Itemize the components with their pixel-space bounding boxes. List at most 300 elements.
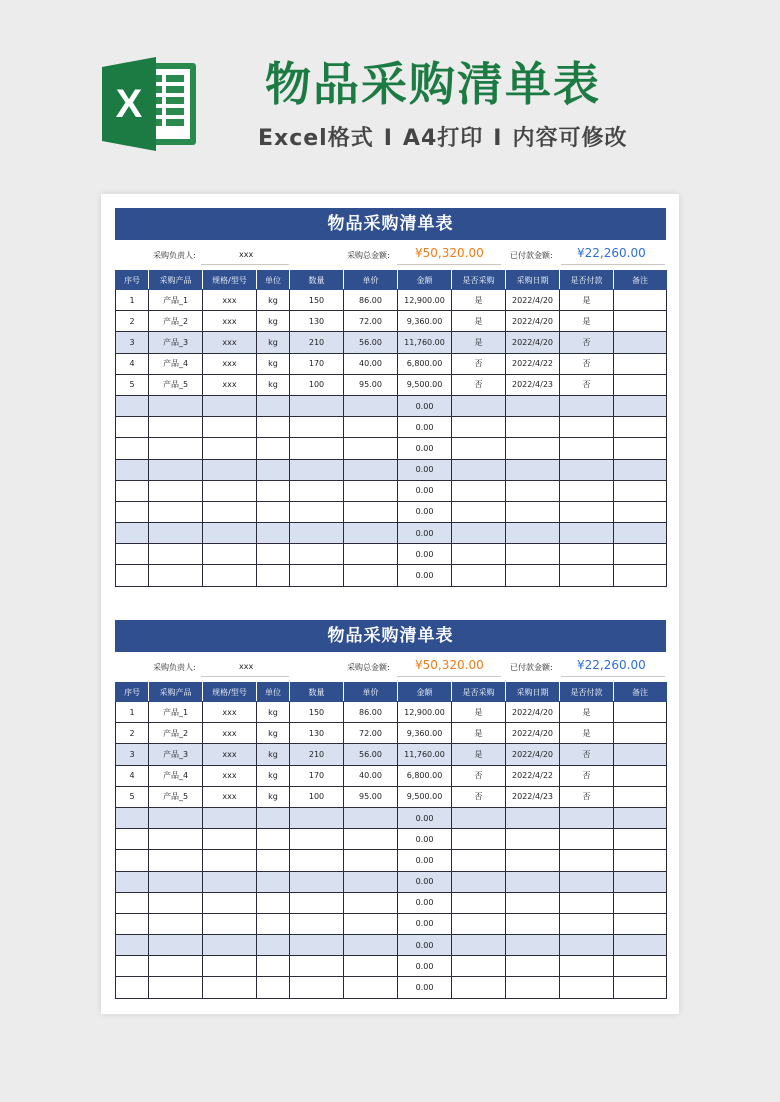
cell-index[interactable] bbox=[116, 935, 149, 956]
cell-product[interactable]: 产品_5 bbox=[149, 374, 203, 395]
cell-product[interactable] bbox=[149, 523, 203, 544]
cell-purchase-date[interactable]: 2022/4/20 bbox=[506, 311, 560, 332]
cell-purchased[interactable] bbox=[452, 807, 506, 828]
cell-purchased[interactable]: 是 bbox=[452, 290, 506, 311]
cell-unit-price[interactable]: 72.00 bbox=[344, 723, 398, 744]
cell-purchased[interactable] bbox=[452, 417, 506, 438]
cell-purchased[interactable] bbox=[452, 395, 506, 416]
cell-unit-price[interactable] bbox=[344, 395, 398, 416]
cell-remark[interactable] bbox=[614, 956, 667, 977]
cell-quantity[interactable] bbox=[290, 459, 344, 480]
cell-spec[interactable] bbox=[203, 417, 257, 438]
cell-product[interactable]: 产品_5 bbox=[149, 786, 203, 807]
cell-spec[interactable] bbox=[203, 935, 257, 956]
cell-quantity[interactable]: 170 bbox=[290, 353, 344, 374]
cell-paid[interactable]: 否 bbox=[560, 374, 614, 395]
cell-paid[interactable]: 是 bbox=[560, 723, 614, 744]
cell-spec[interactable] bbox=[203, 459, 257, 480]
cell-paid[interactable]: 否 bbox=[560, 744, 614, 765]
cell-unit[interactable]: kg bbox=[257, 290, 290, 311]
cell-amount[interactable]: 9,500.00 bbox=[398, 786, 452, 807]
cell-unit-price[interactable]: 95.00 bbox=[344, 786, 398, 807]
cell-quantity[interactable]: 210 bbox=[290, 744, 344, 765]
cell-spec[interactable] bbox=[203, 850, 257, 871]
cell-amount[interactable]: 0.00 bbox=[398, 438, 452, 459]
cell-unit[interactable] bbox=[257, 459, 290, 480]
cell-product[interactable] bbox=[149, 807, 203, 828]
cell-quantity[interactable] bbox=[290, 850, 344, 871]
cell-quantity[interactable] bbox=[290, 935, 344, 956]
cell-index[interactable] bbox=[116, 892, 149, 913]
cell-product[interactable] bbox=[149, 956, 203, 977]
cell-product[interactable] bbox=[149, 829, 203, 850]
cell-index[interactable] bbox=[116, 829, 149, 850]
column-header-spec[interactable]: 规格/型号 bbox=[203, 683, 257, 702]
cell-spec[interactable] bbox=[203, 807, 257, 828]
cell-remark[interactable] bbox=[614, 353, 667, 374]
cell-spec[interactable] bbox=[203, 395, 257, 416]
column-header-remark[interactable]: 备注 bbox=[614, 683, 667, 702]
cell-purchase-date[interactable] bbox=[506, 977, 560, 998]
cell-amount[interactable]: 0.00 bbox=[398, 913, 452, 934]
column-header-amount[interactable]: 金额 bbox=[398, 271, 452, 290]
cell-spec[interactable] bbox=[203, 501, 257, 522]
cell-quantity[interactable]: 150 bbox=[290, 290, 344, 311]
cell-remark[interactable] bbox=[614, 332, 667, 353]
cell-index[interactable]: 2 bbox=[116, 723, 149, 744]
cell-product[interactable] bbox=[149, 892, 203, 913]
cell-quantity[interactable]: 150 bbox=[290, 702, 344, 723]
cell-purchased[interactable]: 否 bbox=[452, 353, 506, 374]
cell-quantity[interactable] bbox=[290, 395, 344, 416]
total-value[interactable]: ¥50,320.00 bbox=[415, 658, 484, 672]
cell-purchased[interactable]: 否 bbox=[452, 786, 506, 807]
cell-unit[interactable]: kg bbox=[257, 353, 290, 374]
cell-purchase-date[interactable]: 2022/4/20 bbox=[506, 332, 560, 353]
cell-unit-price[interactable]: 95.00 bbox=[344, 374, 398, 395]
cell-remark[interactable] bbox=[614, 374, 667, 395]
cell-unit[interactable]: kg bbox=[257, 332, 290, 353]
cell-spec[interactable] bbox=[203, 956, 257, 977]
cell-purchase-date[interactable] bbox=[506, 913, 560, 934]
cell-unit-price[interactable] bbox=[344, 807, 398, 828]
cell-unit[interactable]: kg bbox=[257, 723, 290, 744]
cell-unit-price[interactable] bbox=[344, 544, 398, 565]
cell-index[interactable]: 5 bbox=[116, 786, 149, 807]
cell-amount[interactable]: 0.00 bbox=[398, 417, 452, 438]
cell-product[interactable] bbox=[149, 438, 203, 459]
cell-remark[interactable] bbox=[614, 544, 667, 565]
cell-index[interactable]: 2 bbox=[116, 311, 149, 332]
cell-paid[interactable] bbox=[560, 807, 614, 828]
cell-remark[interactable] bbox=[614, 290, 667, 311]
cell-unit[interactable] bbox=[257, 977, 290, 998]
cell-purchased[interactable]: 是 bbox=[452, 702, 506, 723]
cell-unit-price[interactable] bbox=[344, 913, 398, 934]
cell-paid[interactable]: 否 bbox=[560, 765, 614, 786]
owner-value[interactable]: xxx bbox=[239, 662, 254, 671]
cell-product[interactable] bbox=[149, 417, 203, 438]
cell-unit-price[interactable]: 86.00 bbox=[344, 702, 398, 723]
cell-purchased[interactable] bbox=[452, 523, 506, 544]
cell-quantity[interactable] bbox=[290, 892, 344, 913]
cell-unit-price[interactable]: 40.00 bbox=[344, 765, 398, 786]
cell-spec[interactable]: xxx bbox=[203, 723, 257, 744]
cell-index[interactable] bbox=[116, 523, 149, 544]
cell-spec[interactable]: xxx bbox=[203, 332, 257, 353]
cell-amount[interactable]: 0.00 bbox=[398, 935, 452, 956]
cell-purchase-date[interactable] bbox=[506, 807, 560, 828]
cell-amount[interactable]: 0.00 bbox=[398, 956, 452, 977]
cell-unit-price[interactable]: 56.00 bbox=[344, 744, 398, 765]
cell-unit[interactable]: kg bbox=[257, 311, 290, 332]
cell-remark[interactable] bbox=[614, 723, 667, 744]
cell-paid[interactable] bbox=[560, 829, 614, 850]
cell-spec[interactable] bbox=[203, 480, 257, 501]
cell-purchase-date[interactable] bbox=[506, 417, 560, 438]
cell-product[interactable]: 产品_1 bbox=[149, 702, 203, 723]
cell-unit[interactable] bbox=[257, 850, 290, 871]
cell-remark[interactable] bbox=[614, 913, 667, 934]
cell-unit-price[interactable] bbox=[344, 565, 398, 586]
cell-purchased[interactable] bbox=[452, 892, 506, 913]
cell-unit[interactable] bbox=[257, 871, 290, 892]
cell-purchase-date[interactable]: 2022/4/20 bbox=[506, 744, 560, 765]
cell-index[interactable]: 3 bbox=[116, 744, 149, 765]
cell-unit-price[interactable]: 40.00 bbox=[344, 353, 398, 374]
cell-remark[interactable] bbox=[614, 829, 667, 850]
cell-amount[interactable]: 12,900.00 bbox=[398, 290, 452, 311]
cell-unit-price[interactable] bbox=[344, 501, 398, 522]
cell-unit[interactable] bbox=[257, 544, 290, 565]
cell-purchased[interactable] bbox=[452, 977, 506, 998]
cell-amount[interactable]: 0.00 bbox=[398, 871, 452, 892]
cell-paid[interactable] bbox=[560, 935, 614, 956]
column-header-amount[interactable]: 金额 bbox=[398, 683, 452, 702]
cell-unit[interactable] bbox=[257, 523, 290, 544]
cell-amount[interactable]: 0.00 bbox=[398, 565, 452, 586]
cell-paid[interactable] bbox=[560, 480, 614, 501]
cell-spec[interactable]: xxx bbox=[203, 353, 257, 374]
cell-product[interactable] bbox=[149, 544, 203, 565]
cell-unit-price[interactable] bbox=[344, 892, 398, 913]
cell-unit[interactable] bbox=[257, 892, 290, 913]
cell-quantity[interactable]: 170 bbox=[290, 765, 344, 786]
cell-index[interactable] bbox=[116, 480, 149, 501]
cell-quantity[interactable] bbox=[290, 565, 344, 586]
cell-remark[interactable] bbox=[614, 892, 667, 913]
cell-amount[interactable]: 0.00 bbox=[398, 480, 452, 501]
cell-product[interactable] bbox=[149, 480, 203, 501]
cell-spec[interactable]: xxx bbox=[203, 786, 257, 807]
cell-unit-price[interactable] bbox=[344, 956, 398, 977]
cell-spec[interactable] bbox=[203, 523, 257, 544]
column-header-quantity[interactable]: 数量 bbox=[290, 271, 344, 290]
cell-product[interactable]: 产品_2 bbox=[149, 311, 203, 332]
cell-purchase-date[interactable] bbox=[506, 544, 560, 565]
cell-spec[interactable] bbox=[203, 913, 257, 934]
cell-index[interactable]: 3 bbox=[116, 332, 149, 353]
column-header-unit[interactable]: 单位 bbox=[257, 683, 290, 702]
cell-purchase-date[interactable] bbox=[506, 523, 560, 544]
cell-quantity[interactable] bbox=[290, 807, 344, 828]
column-header-spec[interactable]: 规格/型号 bbox=[203, 271, 257, 290]
cell-index[interactable]: 4 bbox=[116, 765, 149, 786]
cell-purchase-date[interactable] bbox=[506, 565, 560, 586]
cell-quantity[interactable] bbox=[290, 501, 344, 522]
cell-remark[interactable] bbox=[614, 702, 667, 723]
cell-product[interactable] bbox=[149, 459, 203, 480]
cell-unit[interactable] bbox=[257, 565, 290, 586]
cell-quantity[interactable] bbox=[290, 544, 344, 565]
cell-paid[interactable]: 是 bbox=[560, 311, 614, 332]
cell-purchased[interactable]: 是 bbox=[452, 332, 506, 353]
cell-purchased[interactable] bbox=[452, 565, 506, 586]
cell-index[interactable] bbox=[116, 565, 149, 586]
cell-purchase-date[interactable] bbox=[506, 459, 560, 480]
cell-purchased[interactable] bbox=[452, 913, 506, 934]
cell-remark[interactable] bbox=[614, 395, 667, 416]
cell-spec[interactable] bbox=[203, 977, 257, 998]
cell-purchased[interactable]: 是 bbox=[452, 744, 506, 765]
cell-product[interactable] bbox=[149, 501, 203, 522]
cell-purchase-date[interactable]: 2022/4/20 bbox=[506, 702, 560, 723]
cell-purchase-date[interactable] bbox=[506, 438, 560, 459]
cell-product[interactable] bbox=[149, 977, 203, 998]
cell-spec[interactable] bbox=[203, 438, 257, 459]
column-header-purchase-date[interactable]: 采购日期 bbox=[506, 271, 560, 290]
cell-paid[interactable] bbox=[560, 977, 614, 998]
cell-spec[interactable]: xxx bbox=[203, 374, 257, 395]
cell-index[interactable] bbox=[116, 395, 149, 416]
cell-remark[interactable] bbox=[614, 501, 667, 522]
cell-index[interactable] bbox=[116, 871, 149, 892]
cell-paid[interactable] bbox=[560, 501, 614, 522]
cell-amount[interactable]: 9,360.00 bbox=[398, 723, 452, 744]
cell-spec[interactable] bbox=[203, 544, 257, 565]
column-header-index[interactable]: 序号 bbox=[116, 271, 149, 290]
cell-remark[interactable] bbox=[614, 565, 667, 586]
column-header-unit-price[interactable]: 单价 bbox=[344, 271, 398, 290]
cell-purchased[interactable] bbox=[452, 480, 506, 501]
column-header-unit-price[interactable]: 单价 bbox=[344, 683, 398, 702]
cell-amount[interactable]: 0.00 bbox=[398, 977, 452, 998]
cell-unit[interactable]: kg bbox=[257, 374, 290, 395]
cell-product[interactable] bbox=[149, 935, 203, 956]
cell-remark[interactable] bbox=[614, 871, 667, 892]
cell-index[interactable]: 5 bbox=[116, 374, 149, 395]
cell-paid[interactable]: 否 bbox=[560, 332, 614, 353]
cell-index[interactable] bbox=[116, 807, 149, 828]
cell-remark[interactable] bbox=[614, 311, 667, 332]
cell-unit[interactable] bbox=[257, 438, 290, 459]
cell-quantity[interactable]: 130 bbox=[290, 723, 344, 744]
cell-paid[interactable] bbox=[560, 565, 614, 586]
cell-unit-price[interactable] bbox=[344, 459, 398, 480]
cell-paid[interactable] bbox=[560, 395, 614, 416]
cell-index[interactable] bbox=[116, 913, 149, 934]
total-value[interactable]: ¥50,320.00 bbox=[415, 246, 484, 260]
cell-purchase-date[interactable]: 2022/4/23 bbox=[506, 374, 560, 395]
column-header-product[interactable]: 采购产品 bbox=[149, 271, 203, 290]
cell-remark[interactable] bbox=[614, 459, 667, 480]
cell-spec[interactable]: xxx bbox=[203, 290, 257, 311]
cell-amount[interactable]: 9,360.00 bbox=[398, 311, 452, 332]
cell-purchase-date[interactable] bbox=[506, 850, 560, 871]
cell-quantity[interactable] bbox=[290, 871, 344, 892]
cell-unit-price[interactable] bbox=[344, 850, 398, 871]
cell-unit[interactable] bbox=[257, 501, 290, 522]
cell-purchase-date[interactable] bbox=[506, 871, 560, 892]
cell-quantity[interactable]: 210 bbox=[290, 332, 344, 353]
cell-quantity[interactable] bbox=[290, 417, 344, 438]
cell-paid[interactable]: 否 bbox=[560, 786, 614, 807]
column-header-product[interactable]: 采购产品 bbox=[149, 683, 203, 702]
cell-remark[interactable] bbox=[614, 417, 667, 438]
cell-paid[interactable] bbox=[560, 459, 614, 480]
column-header-index[interactable]: 序号 bbox=[116, 683, 149, 702]
cell-quantity[interactable]: 100 bbox=[290, 374, 344, 395]
cell-purchase-date[interactable] bbox=[506, 892, 560, 913]
cell-amount[interactable]: 11,760.00 bbox=[398, 332, 452, 353]
cell-amount[interactable]: 9,500.00 bbox=[398, 374, 452, 395]
cell-amount[interactable]: 0.00 bbox=[398, 544, 452, 565]
cell-index[interactable]: 1 bbox=[116, 290, 149, 311]
cell-quantity[interactable]: 100 bbox=[290, 786, 344, 807]
cell-spec[interactable]: xxx bbox=[203, 744, 257, 765]
cell-purchased[interactable]: 是 bbox=[452, 311, 506, 332]
cell-unit-price[interactable]: 86.00 bbox=[344, 290, 398, 311]
cell-amount[interactable]: 6,800.00 bbox=[398, 765, 452, 786]
cell-remark[interactable] bbox=[614, 850, 667, 871]
column-header-purchase-date[interactable]: 采购日期 bbox=[506, 683, 560, 702]
cell-paid[interactable] bbox=[560, 871, 614, 892]
cell-amount[interactable]: 0.00 bbox=[398, 892, 452, 913]
cell-paid[interactable] bbox=[560, 417, 614, 438]
cell-amount[interactable]: 0.00 bbox=[398, 501, 452, 522]
paid-value[interactable]: ¥22,260.00 bbox=[577, 658, 646, 672]
cell-remark[interactable] bbox=[614, 977, 667, 998]
cell-unit-price[interactable] bbox=[344, 438, 398, 459]
cell-index[interactable] bbox=[116, 438, 149, 459]
cell-unit[interactable] bbox=[257, 395, 290, 416]
cell-quantity[interactable] bbox=[290, 829, 344, 850]
cell-purchase-date[interactable] bbox=[506, 935, 560, 956]
cell-paid[interactable] bbox=[560, 438, 614, 459]
cell-index[interactable] bbox=[116, 417, 149, 438]
cell-unit-price[interactable] bbox=[344, 480, 398, 501]
cell-product[interactable] bbox=[149, 565, 203, 586]
cell-paid[interactable] bbox=[560, 544, 614, 565]
cell-unit[interactable]: kg bbox=[257, 786, 290, 807]
cell-unit[interactable]: kg bbox=[257, 744, 290, 765]
cell-unit-price[interactable] bbox=[344, 523, 398, 544]
cell-remark[interactable] bbox=[614, 480, 667, 501]
cell-product[interactable] bbox=[149, 850, 203, 871]
cell-amount[interactable]: 11,760.00 bbox=[398, 744, 452, 765]
cell-amount[interactable]: 0.00 bbox=[398, 395, 452, 416]
cell-product[interactable]: 产品_4 bbox=[149, 353, 203, 374]
cell-purchased[interactable] bbox=[452, 829, 506, 850]
cell-amount[interactable]: 0.00 bbox=[398, 459, 452, 480]
cell-unit[interactable] bbox=[257, 807, 290, 828]
cell-remark[interactable] bbox=[614, 807, 667, 828]
cell-quantity[interactable] bbox=[290, 913, 344, 934]
cell-amount[interactable]: 0.00 bbox=[398, 829, 452, 850]
column-header-quantity[interactable]: 数量 bbox=[290, 683, 344, 702]
cell-unit[interactable] bbox=[257, 417, 290, 438]
column-header-purchased[interactable]: 是否采购 bbox=[452, 271, 506, 290]
cell-paid[interactable]: 否 bbox=[560, 353, 614, 374]
cell-purchase-date[interactable] bbox=[506, 829, 560, 850]
cell-unit[interactable]: kg bbox=[257, 765, 290, 786]
cell-paid[interactable] bbox=[560, 523, 614, 544]
cell-unit[interactable] bbox=[257, 829, 290, 850]
cell-purchased[interactable] bbox=[452, 459, 506, 480]
cell-amount[interactable]: 12,900.00 bbox=[398, 702, 452, 723]
cell-index[interactable]: 1 bbox=[116, 702, 149, 723]
cell-index[interactable] bbox=[116, 977, 149, 998]
cell-purchase-date[interactable]: 2022/4/20 bbox=[506, 290, 560, 311]
cell-spec[interactable] bbox=[203, 892, 257, 913]
cell-remark[interactable] bbox=[614, 744, 667, 765]
cell-paid[interactable] bbox=[560, 913, 614, 934]
cell-purchased[interactable] bbox=[452, 935, 506, 956]
cell-quantity[interactable] bbox=[290, 480, 344, 501]
cell-purchase-date[interactable] bbox=[506, 956, 560, 977]
cell-quantity[interactable] bbox=[290, 977, 344, 998]
cell-unit-price[interactable] bbox=[344, 417, 398, 438]
cell-unit-price[interactable] bbox=[344, 977, 398, 998]
cell-product[interactable]: 产品_3 bbox=[149, 332, 203, 353]
cell-amount[interactable]: 6,800.00 bbox=[398, 353, 452, 374]
cell-product[interactable]: 产品_2 bbox=[149, 723, 203, 744]
cell-purchase-date[interactable] bbox=[506, 395, 560, 416]
cell-quantity[interactable]: 130 bbox=[290, 311, 344, 332]
cell-purchased[interactable] bbox=[452, 544, 506, 565]
cell-purchase-date[interactable]: 2022/4/23 bbox=[506, 786, 560, 807]
cell-remark[interactable] bbox=[614, 935, 667, 956]
cell-amount[interactable]: 0.00 bbox=[398, 523, 452, 544]
cell-amount[interactable]: 0.00 bbox=[398, 850, 452, 871]
cell-index[interactable] bbox=[116, 544, 149, 565]
cell-paid[interactable]: 是 bbox=[560, 290, 614, 311]
column-header-paid[interactable]: 是否付款 bbox=[560, 271, 614, 290]
cell-unit[interactable] bbox=[257, 935, 290, 956]
cell-remark[interactable] bbox=[614, 765, 667, 786]
cell-remark[interactable] bbox=[614, 786, 667, 807]
cell-paid[interactable] bbox=[560, 892, 614, 913]
cell-purchase-date[interactable] bbox=[506, 480, 560, 501]
cell-spec[interactable]: xxx bbox=[203, 311, 257, 332]
cell-product[interactable]: 产品_3 bbox=[149, 744, 203, 765]
cell-paid[interactable]: 是 bbox=[560, 702, 614, 723]
cell-unit[interactable] bbox=[257, 956, 290, 977]
cell-purchased[interactable] bbox=[452, 956, 506, 977]
cell-purchased[interactable]: 否 bbox=[452, 765, 506, 786]
cell-product[interactable] bbox=[149, 395, 203, 416]
cell-quantity[interactable] bbox=[290, 523, 344, 544]
cell-unit[interactable] bbox=[257, 913, 290, 934]
cell-purchase-date[interactable]: 2022/4/22 bbox=[506, 765, 560, 786]
cell-purchased[interactable] bbox=[452, 501, 506, 522]
cell-quantity[interactable] bbox=[290, 956, 344, 977]
cell-unit[interactable] bbox=[257, 480, 290, 501]
cell-purchase-date[interactable]: 2022/4/22 bbox=[506, 353, 560, 374]
column-header-unit[interactable]: 单位 bbox=[257, 271, 290, 290]
cell-unit-price[interactable]: 56.00 bbox=[344, 332, 398, 353]
cell-purchased[interactable] bbox=[452, 871, 506, 892]
